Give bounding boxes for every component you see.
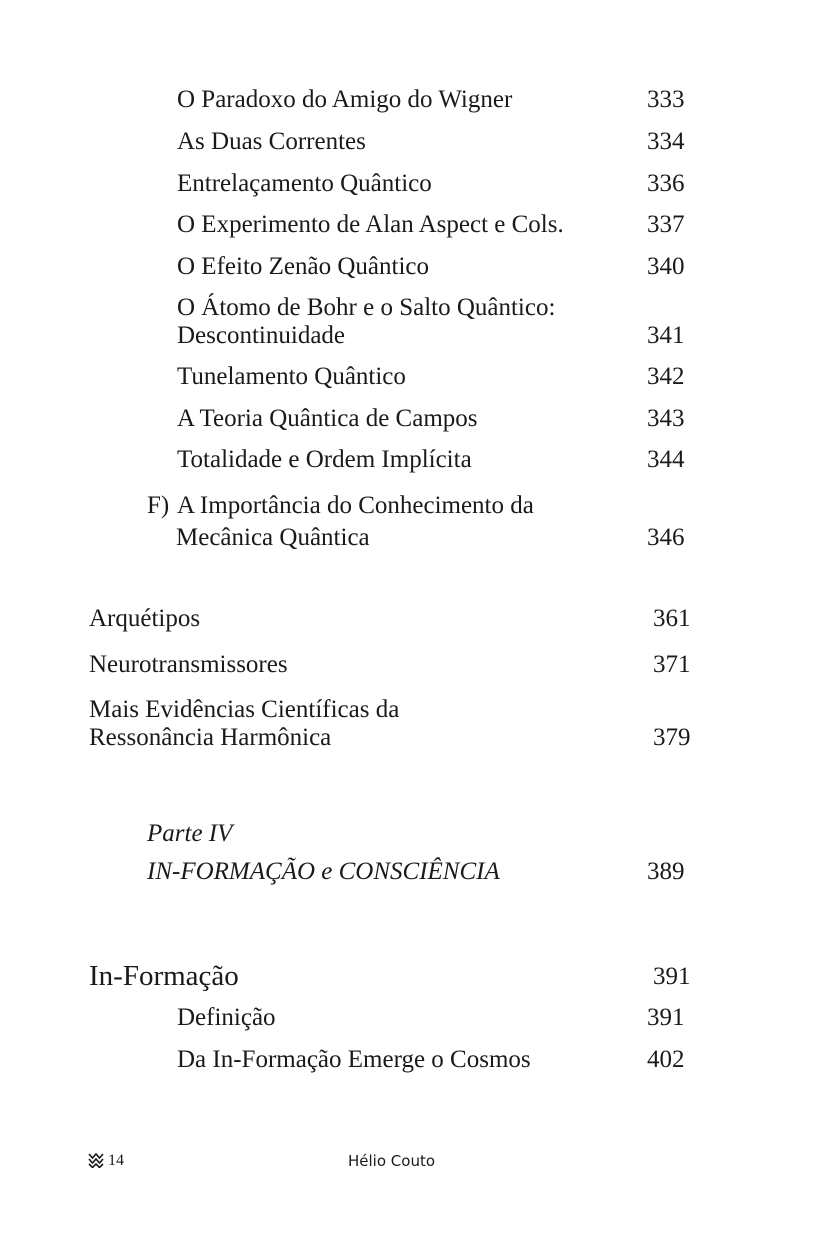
toc-section-title-line1: A Importância do Conhecimento da [177, 492, 534, 519]
toc-entry-page: 334 [647, 128, 685, 155]
toc-chapter-main-page: 391 [653, 963, 691, 990]
part-title: IN-FORMAÇÃO e CONSCIÊNCIA [147, 858, 500, 885]
toc-entry-page: 343 [647, 405, 685, 432]
toc-entry-title-line1: O Átomo de Bohr e o Salto Quântico: [177, 294, 556, 321]
toc-chapter-title-line2: Ressonância Harmônica [89, 724, 332, 751]
toc-entry-page: 341 [647, 322, 685, 349]
toc-chapter-title: Arquétipos [89, 605, 201, 632]
toc-entry-title: Da In-Formação Emerge o Cosmos [177, 1046, 531, 1073]
toc-entry-page: 402 [647, 1046, 685, 1073]
toc-entry-title: O Efeito Zenão Quântico [177, 253, 429, 280]
footer-author: Hélio Couto [348, 1152, 436, 1170]
toc-section-page: 346 [647, 524, 685, 551]
toc-entry-title: Totalidade e Ordem Implícita [177, 446, 472, 473]
toc-chapter-page: 371 [653, 651, 691, 678]
toc-entry-title: As Duas Correntes [177, 128, 366, 155]
toc-entry-title: Definição [177, 1004, 276, 1031]
part-label: Parte IV [147, 820, 233, 847]
toc-chapter-page: 361 [653, 605, 691, 632]
footer-page-number: 14 [108, 1152, 124, 1169]
toc-entry-page: 344 [647, 446, 685, 473]
toc-entry-title-line2: Descontinuidade [177, 322, 346, 349]
toc-entry-page: 337 [647, 211, 685, 238]
toc-entry-title: Entrelaçamento Quântico [177, 170, 432, 197]
part-page: 389 [647, 858, 685, 885]
toc-entry-title: O Experimento de Alan Aspect e Cols. [177, 211, 564, 238]
toc-section-title-line2: Mecânica Quântica [176, 524, 370, 551]
toc-entry-page: 391 [647, 1004, 685, 1031]
toc-entry-page: 342 [647, 363, 685, 390]
toc-entry-title: A Teoria Quântica de Campos [177, 405, 478, 432]
toc-entry-page: 340 [647, 253, 685, 280]
toc-entry-page: 333 [647, 86, 685, 113]
toc-entry-page: 336 [647, 170, 685, 197]
toc-chapter-main-title: In-Formação [89, 960, 239, 992]
toc-chapter-title-line1: Mais Evidências Científicas da [89, 696, 400, 723]
toc-chapter-title: Neurotransmissores [89, 651, 288, 678]
publisher-logo-icon [88, 1152, 104, 1168]
toc-entry-title: O Paradoxo do Amigo do Wigner [177, 86, 513, 113]
toc-section-marker: F) [147, 492, 170, 519]
toc-chapter-page: 379 [653, 724, 691, 751]
toc-entry-title: Tunelamento Quântico [177, 363, 406, 390]
